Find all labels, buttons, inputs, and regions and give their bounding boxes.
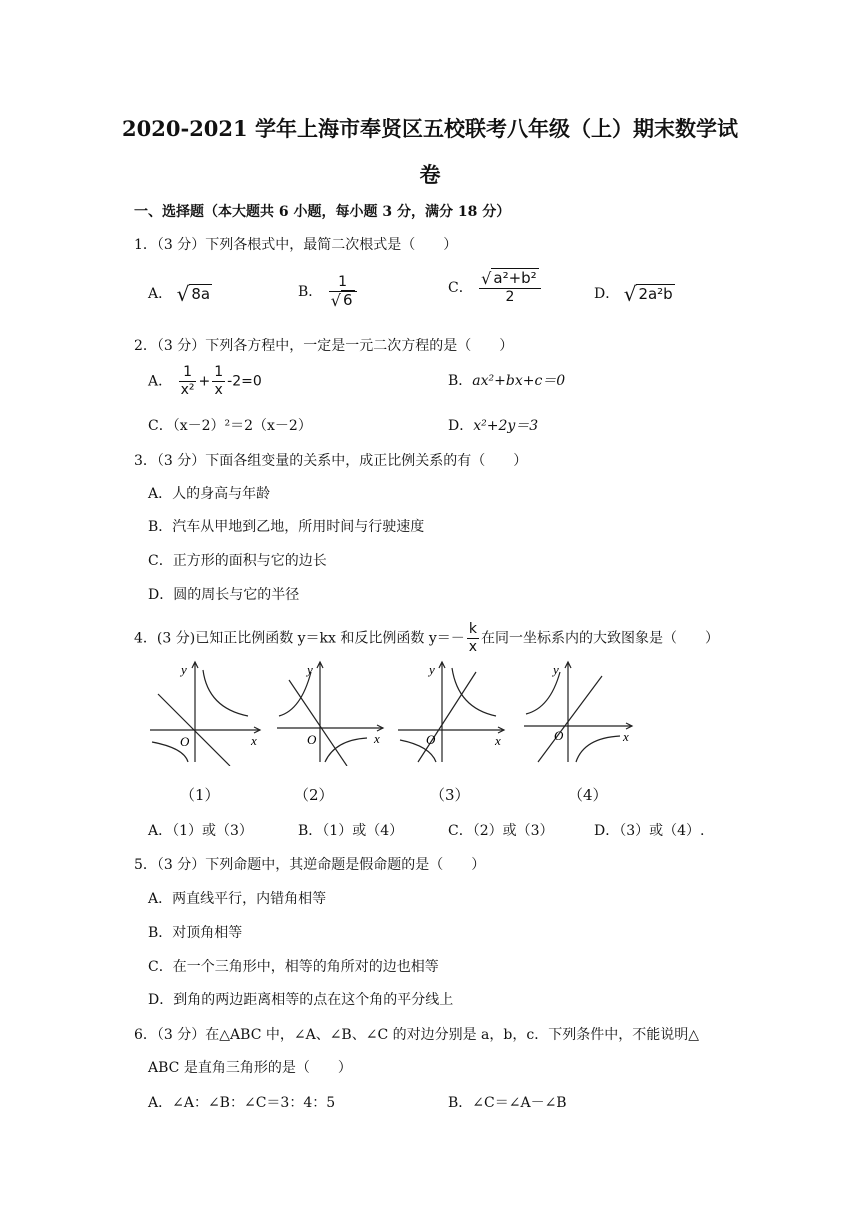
- q2-option-d: [448, 416, 538, 436]
- q4-option-d: D．（3）或（4）.: [594, 823, 705, 839]
- radicand: 2a²b: [638, 285, 673, 303]
- numerator: 1: [179, 364, 197, 382]
- numerator: 1: [329, 274, 357, 292]
- hyperbola-branch: [203, 670, 248, 716]
- hyperbola-branch: [576, 736, 620, 762]
- option-label: A．: [148, 373, 173, 390]
- q5-option-b: B．对顶角相等: [148, 925, 243, 941]
- q1-option-b: [298, 274, 359, 310]
- q3-option-d: D．圆的周长与它的半径: [148, 587, 300, 603]
- proportional-line: [289, 680, 347, 766]
- option-text: （x－2）²＝2（x－2）: [172, 418, 312, 434]
- plus-sign: +: [198, 373, 211, 390]
- exam-title-line2: 卷: [419, 162, 441, 187]
- option-label: C．: [148, 418, 173, 434]
- equation-rest: -2=0: [227, 373, 262, 390]
- fraction: [479, 270, 541, 306]
- denominator: x: [214, 382, 223, 398]
- graph-2: [275, 658, 391, 766]
- proportional-line: [418, 672, 476, 762]
- q1-option-a: [148, 284, 212, 304]
- denominator: 2: [505, 288, 515, 305]
- q2-option-b: [448, 371, 565, 391]
- graph-1-caption: （1）: [180, 786, 220, 804]
- origin-label: O: [554, 728, 564, 743]
- sqrt-expression: √ 6: [330, 291, 353, 310]
- proportional-line: [538, 676, 602, 762]
- x-axis-label: x: [495, 733, 501, 748]
- q2-option-c: [148, 416, 312, 436]
- fraction: [467, 621, 479, 656]
- hyperbola-branch: [325, 738, 367, 762]
- sqrt-expression: √ a²+b²: [481, 269, 537, 288]
- radicand: 8a: [191, 285, 211, 303]
- q3-option-c: C．正方形的面积与它的边长: [148, 553, 327, 569]
- option-label: B．: [448, 373, 473, 389]
- denominator: x: [468, 639, 478, 655]
- q6-option-a: A．∠A：∠B：∠C＝3：4：5: [148, 1095, 336, 1111]
- q6-option-b: B．∠C＝∠A－∠B: [448, 1095, 567, 1111]
- graph-4: [522, 658, 638, 766]
- exam-title-line1: 2020-2021 学年上海市奉贤区五校联考八年级（上）期末数学试: [122, 116, 738, 141]
- origin-label: O: [426, 732, 436, 747]
- q1-option-d: [594, 284, 675, 304]
- graph-3: [396, 658, 512, 766]
- q3-option-b: B．汽车从甲地到乙地，所用时间与行驶速度: [148, 519, 425, 535]
- denominator: x²: [180, 382, 195, 398]
- question-6-stem-line1: 6．（3 分）在△ABC 中，∠A、∠B、∠C 的对边分别是 a，b，c．下列条件中，不能说明△: [134, 1027, 699, 1043]
- question-2-stem: 2．（3 分）下列各方程中，一定是一元二次方程的是（ ）: [134, 338, 514, 354]
- y-axis-label: y: [181, 662, 187, 677]
- option-text: ax²+bx+c＝0: [472, 373, 566, 389]
- origin-label: O: [180, 734, 190, 749]
- graph-2-caption: （2）: [294, 786, 334, 804]
- numerator: k: [467, 621, 479, 639]
- option-label: C．: [448, 279, 473, 296]
- graph-4-caption: （4）: [568, 786, 608, 804]
- question-4-stem: [134, 621, 719, 656]
- question-6-stem-line2: ABC 是直角三角形的是（ ）: [148, 1060, 352, 1076]
- q4-option-a: A．（1）或（3）: [148, 823, 253, 839]
- q5-option-a: A．两直线平行，内错角相等: [148, 891, 327, 907]
- q5-option-c: C．在一个三角形中，相等的角所对的边也相等: [148, 959, 439, 975]
- fraction: [212, 364, 225, 399]
- stem-part: 在同一坐标系内的大致图象是（ ）: [481, 630, 720, 647]
- option-text: x²+2y＝3: [473, 418, 539, 434]
- option-label: A．: [148, 286, 173, 302]
- option-label: D．: [594, 286, 620, 302]
- sqrt-expression: √ 2a²b: [623, 282, 673, 306]
- y-axis-label: y: [553, 662, 559, 677]
- graph-1: [148, 658, 264, 766]
- x-axis-label: x: [623, 729, 629, 744]
- q3-option-a: A．人的身高与年龄: [148, 486, 271, 502]
- y-axis-label: y: [429, 662, 435, 677]
- question-5-stem: 5．（3 分）下列命题中，其逆命题是假命题的是（ ）: [134, 857, 486, 873]
- radicand: a²+b²: [493, 269, 537, 287]
- option-label: B．: [298, 283, 323, 300]
- denominator: [329, 292, 357, 310]
- x-axis-label: x: [251, 733, 257, 748]
- origin-label: O: [307, 732, 317, 747]
- q4-option-b: B．（1）或（4）: [298, 823, 404, 839]
- question-3-stem: 3．（3 分）下面各组变量的关系中，成正比例关系的有（ ）: [134, 453, 528, 469]
- sqrt-expression: √ 8a: [176, 282, 211, 306]
- option-label: D．: [448, 418, 474, 434]
- fraction: [329, 274, 357, 310]
- radicand: 6: [342, 291, 353, 309]
- hyperbola-branch: [526, 672, 560, 714]
- numerator: 1: [214, 364, 224, 380]
- stem-part: 4．(3 分)已知正比例函数 y＝kx 和反比例函数 y＝－: [134, 630, 465, 647]
- q2-option-a: [148, 364, 262, 399]
- x-axis-label: x: [374, 731, 380, 746]
- q4-option-c: C．（2）或（3）: [448, 823, 554, 839]
- q1-option-c: [448, 270, 543, 306]
- fraction: [179, 364, 197, 399]
- numerator: [479, 270, 541, 289]
- section-heading: 一、选择题（本大题共 6 小题，每小题 3 分，满分 18 分）: [134, 204, 511, 220]
- y-axis-label: y: [307, 662, 313, 677]
- hyperbola-branch: [279, 672, 311, 716]
- q5-option-d: D．到角的两边距离相等的点在这个角的平分线上: [148, 992, 454, 1008]
- question-1-stem: 1．（3 分）下列各根式中，最简二次根式是（ ）: [134, 237, 458, 253]
- graph-3-caption: （3）: [430, 786, 470, 804]
